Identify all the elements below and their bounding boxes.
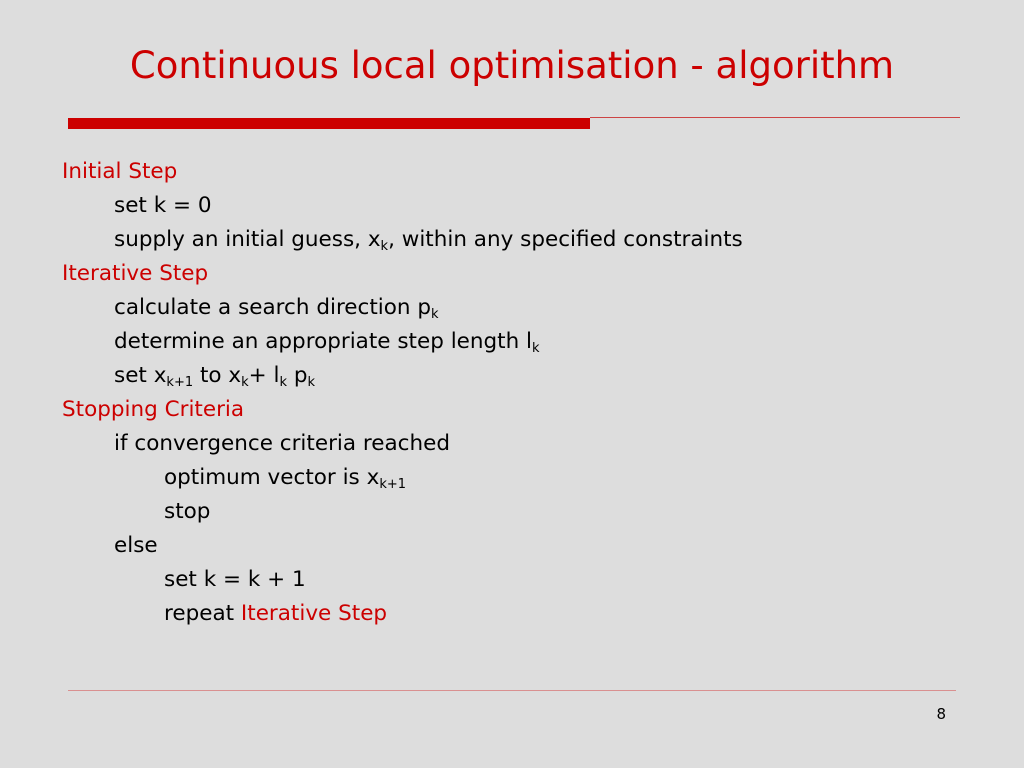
- heading-iterative-step: Iterative Step: [62, 261, 209, 286]
- update-t3: + l: [248, 363, 280, 388]
- algorithm-body: [62, 155, 962, 631]
- length-text: determine an appropriate step length l: [114, 329, 533, 354]
- update-s1: k+1: [166, 375, 194, 390]
- line-set-k: set k = 0: [114, 193, 212, 218]
- supply-text-post: , within any specified constraints: [388, 227, 743, 252]
- length-subscript: k: [532, 341, 540, 356]
- line-if-convergence: if convergence criteria reached: [114, 431, 450, 456]
- update-s2: k: [241, 375, 249, 390]
- heading-stopping-criteria: Stopping Criteria: [62, 397, 245, 422]
- update-t2: to x: [193, 363, 242, 388]
- line-stop: stop: [164, 499, 211, 524]
- direction-subscript: k: [431, 307, 439, 322]
- footer-divider: [68, 690, 956, 691]
- optimum-subscript: k+1: [379, 477, 407, 492]
- direction-text: calculate a search direction p: [114, 295, 432, 320]
- optimum-text: optimum vector is x: [164, 465, 380, 490]
- line-repeat: [62, 597, 962, 631]
- update-s4: k: [307, 375, 316, 390]
- line-update-x: [62, 359, 962, 393]
- heading-initial-step: Initial Step: [62, 159, 178, 184]
- slide-title: Continuous local optimisation - algorithm: [129, 44, 895, 87]
- title-underline-thin: [590, 117, 960, 118]
- supply-subscript: k: [380, 239, 389, 254]
- line-search-direction: [62, 291, 962, 325]
- update-t4: p: [287, 363, 308, 388]
- line-step-length: [62, 325, 962, 359]
- line-optimum-vector: [62, 461, 962, 495]
- title-underline-thick: [68, 118, 590, 129]
- repeat-iterative-step-ref: Iterative Step: [240, 601, 388, 626]
- update-t1: set x: [114, 363, 167, 388]
- line-else: else: [114, 533, 158, 558]
- line-increment-k: set k = k + 1: [164, 567, 306, 592]
- page-number: 8: [936, 705, 946, 723]
- line-supply-guess: [62, 223, 962, 257]
- update-s3: k: [279, 375, 287, 390]
- supply-text-pre: supply an initial guess, x: [114, 227, 381, 252]
- repeat-text: repeat: [164, 601, 241, 626]
